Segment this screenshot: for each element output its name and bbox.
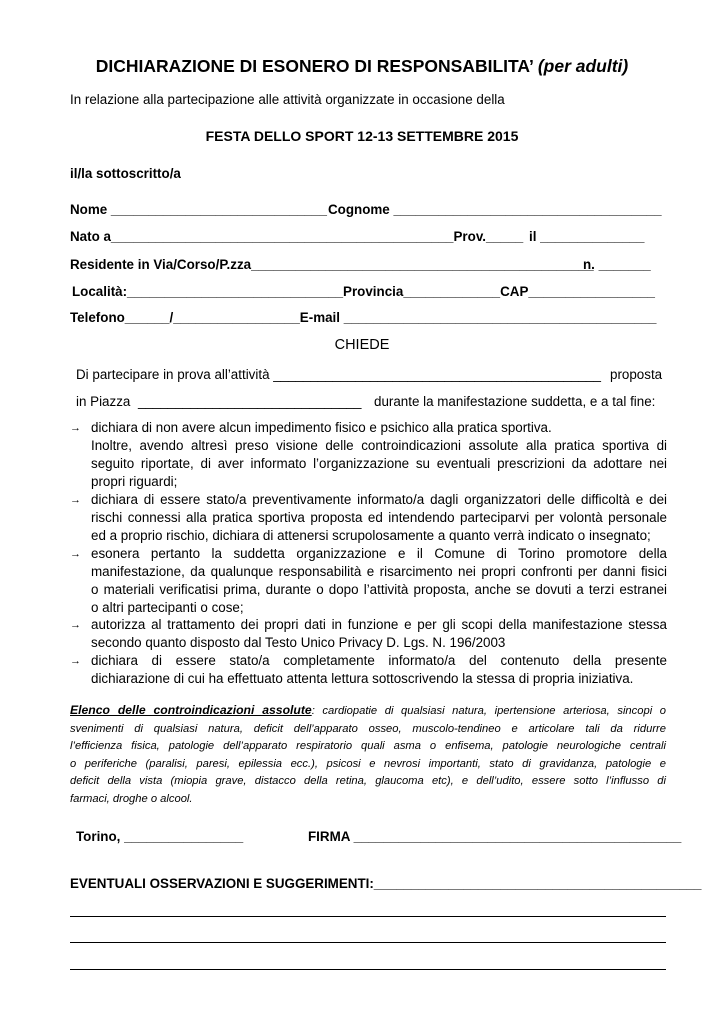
bullet-line: dichiara di non avere alcun impedimento fisico e psichico alla pratica sportiva. (91, 420, 552, 435)
piazza-label: in Piazza (76, 394, 131, 409)
cognome-field[interactable]: Cognome ____________________________________ (328, 202, 662, 217)
chiede-heading: CHIEDE (334, 337, 390, 353)
bullet-line: o altri partecipanti o cose; (91, 600, 244, 615)
bullet-line: seguito riportate, di aver informato l’organizzazione su eventuali prescrizioni da adottare nei (91, 456, 667, 471)
bullet-line: dichiara di essere stato/a preventivamente informato/a dagli organizzatori delle difficoltà e dei (91, 492, 667, 507)
notes-line[interactable] (70, 942, 666, 943)
bullet-line: rischi connessi alla pratica sportiva proposta ed intendendo parteciparvi per volontà personale (91, 510, 667, 525)
bullet-line: esonera pertanto la suddetta organizzazione e il Comune di Torino promotore della (91, 546, 667, 561)
contraindications-line: svenimenti di qualsiasi natura, deficit dell’apparato osseo, muscolo-tendineo e articolare tali da ridurre (70, 722, 666, 735)
piazza-field[interactable]: ______________________________ (138, 394, 362, 409)
nato-field[interactable]: Nato a______________________________________________Prov._____ (70, 229, 524, 244)
residente-field[interactable]: Residente in Via/Corso/P.zza______________________________________________ (70, 257, 594, 272)
arrow-icon: → (70, 548, 81, 560)
arrow-icon: → (70, 422, 81, 434)
localita-field[interactable]: Località:_____________________________Provincia_____________CAP_________________ (72, 284, 656, 299)
bullet-line: propri riguardi; (91, 474, 178, 489)
signature-field[interactable]: FIRMA ____________________________________________ (308, 829, 682, 844)
bullet-line: o materiali verificatisi prima, durante o dopo l’attività proposta, anche se dovuti a terzi estranei (91, 582, 667, 597)
arrow-icon: → (70, 619, 81, 631)
intro-text: In relazione alla partecipazione alle attività organizzate in occasione della (70, 92, 505, 107)
durante-text: durante la manifestazione suddetta, e a tal fine: (374, 394, 656, 409)
notes-line[interactable] (70, 969, 666, 970)
signer-label: il/la sottoscritto/a (70, 166, 181, 181)
contraindications-line: o periferiche (paralisi, paresi, epilessia ecc.), psicosi e nevrosi importanti, stato di gravidanza, patologie e (70, 757, 666, 770)
nome-field[interactable]: Nome _____________________________ (70, 202, 327, 217)
notes-field[interactable]: EVENTUALI OSSERVAZIONI E SUGGERIMENTI:____________________________________________ (70, 876, 702, 891)
bullet-line: autorizza al trattamento dei propri dati in funzione e per gli scopi della manifestazione stessa (91, 617, 667, 632)
arrow-icon: → (70, 494, 81, 506)
data-nascita-field[interactable]: il ______________ (529, 229, 645, 244)
contraindications-block (70, 702, 666, 809)
bullet-line: ed a proprio rischio, dichiara di attenersi scrupolosamente a quanto verrà indicato o insegnato; (91, 528, 651, 543)
contraindications-colon: : (311, 705, 315, 717)
contraindications-line: l’efficienza fisica, patologie dell’apparato respiratorio quali asma o enfisema, patologie neurologiche centrali (70, 740, 666, 753)
bullet-line: dichiara di essere stato/a completamente informato/a del contenuto della presente (91, 653, 667, 668)
bullet-line: dichiarazione di cui ha effettuato attenta lettura sottoscrivendo la stessa di propria iniziativa. (91, 671, 634, 686)
contraindications-line: deficit della vista (miopia grave, distacco della retina, glaucoma etc), e dell’udito, essere sotto l’influsso di (70, 775, 666, 788)
title-main: DICHIARAZIONE DI ESONERO DI RESPONSABILITA’ (95, 56, 533, 76)
contraindications-line: cardiopatie di qualsiasi natura, ipertensione arteriosa, sincopi o (322, 705, 666, 717)
numero-civico-field[interactable]: n. _______ (583, 257, 651, 272)
place-date-field[interactable]: Torino, ________________ (76, 829, 244, 844)
contraindications-line: farmaci, droghe o alcool. (70, 792, 193, 805)
attivita-field[interactable]: Di partecipare in prova all’attività ____________________________________________ (76, 367, 601, 382)
telefono-email-field[interactable]: Telefono______/_________________E-mail __________________________________________ (70, 310, 657, 325)
proposta-text: proposta (610, 367, 663, 382)
bullet-line: manifestazione, da qualunque responsabilità e risarcimento nei propri confronti per danni fisici (91, 564, 667, 579)
bullet-line: secondo quanto disposto dal Testo Unico Privacy D. Lgs. N. 196/2003 (91, 635, 506, 650)
event-title: FESTA DELLO SPORT 12-13 SETTEMBRE 2015 (205, 128, 519, 144)
document-title (0, 56, 724, 77)
contraindications-heading: Elenco delle controindicazioni assolute (70, 703, 312, 717)
title-italic: (per adulti) (537, 56, 629, 76)
bullet-line: Inoltre, avendo altresì preso visione delle controindicazioni assolute alla pratica sportiva di (91, 438, 667, 453)
notes-line[interactable] (70, 916, 666, 917)
arrow-icon: → (70, 655, 81, 667)
